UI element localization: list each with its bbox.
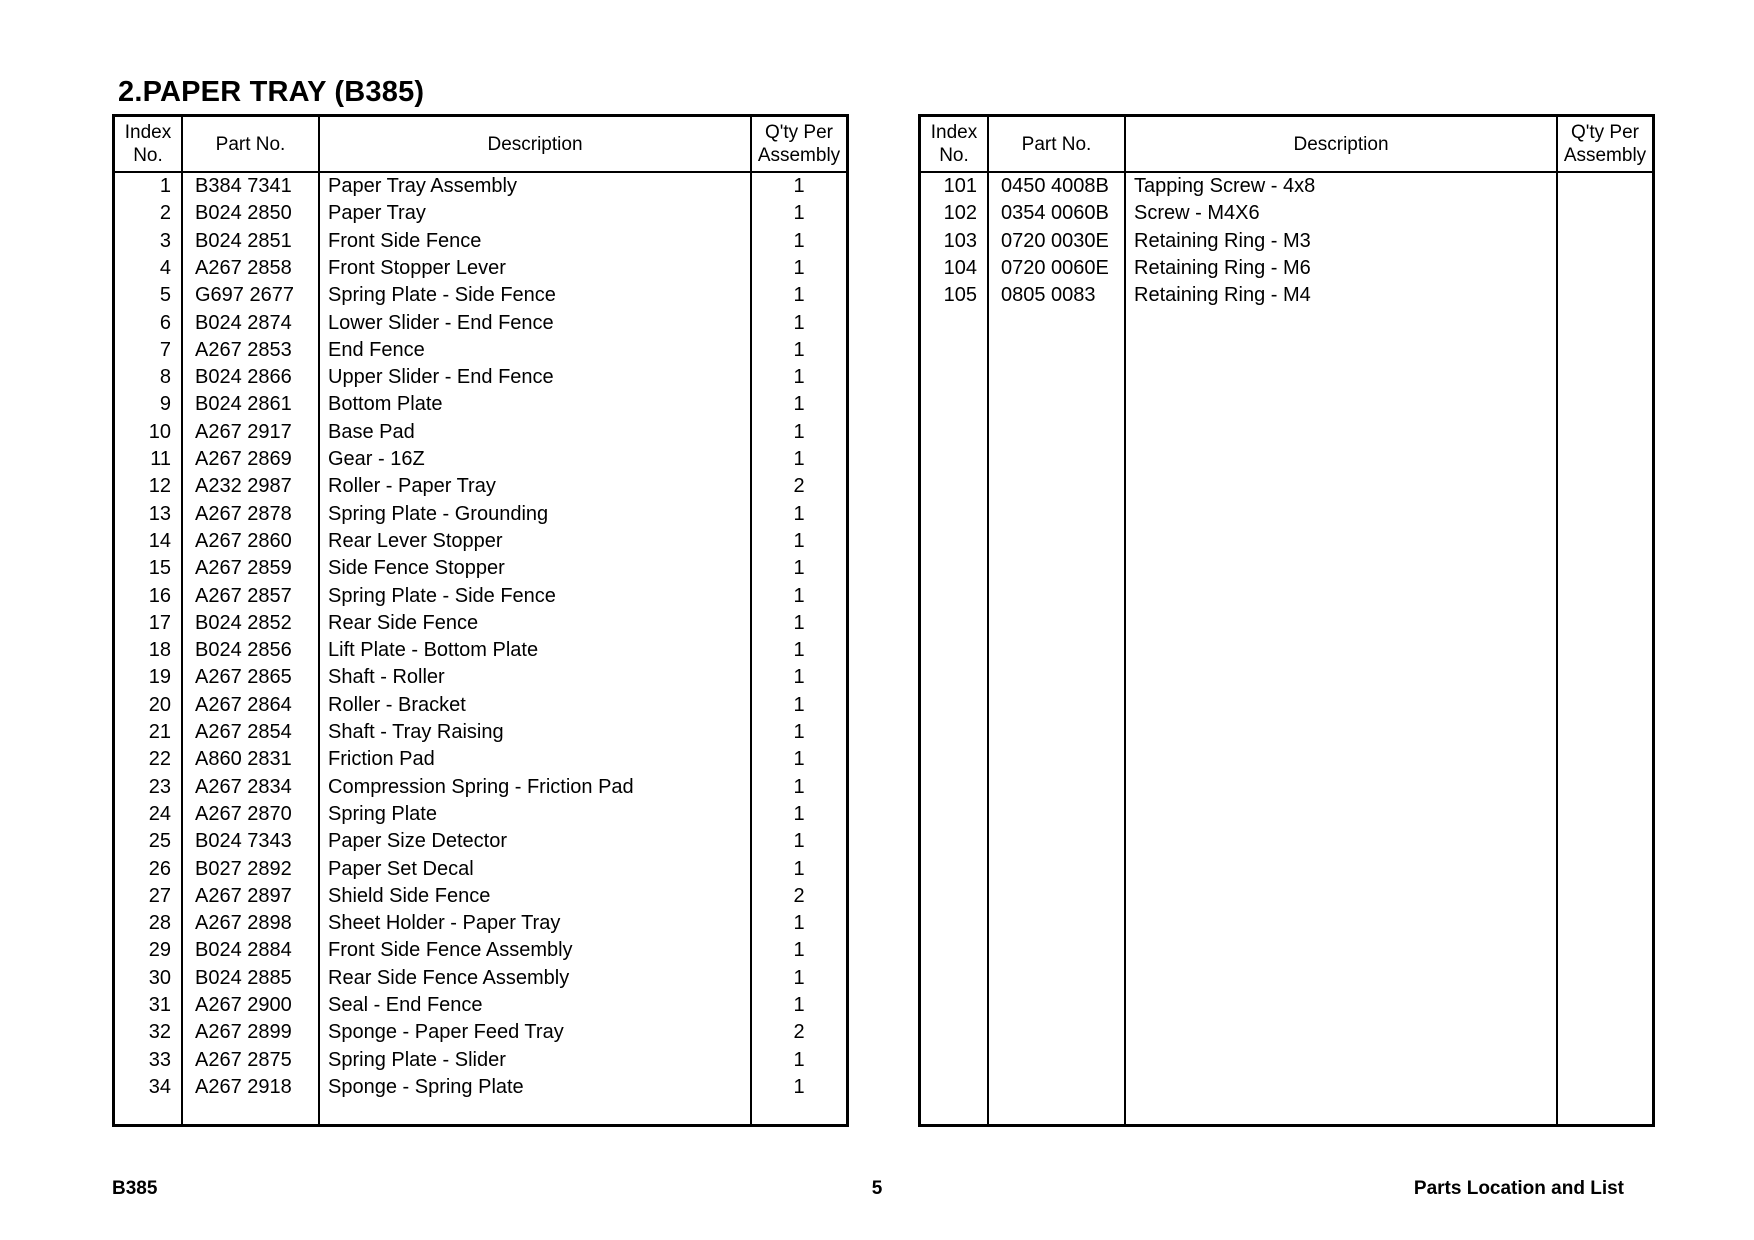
table-row — [115, 419, 846, 446]
cell-description: Side Fence Stopper — [328, 557, 505, 580]
cell-description: Spring Plate - Grounding — [328, 502, 549, 525]
cell-index: 30 — [148, 966, 171, 989]
cell-description: Paper Tray Assembly — [328, 175, 517, 197]
cell-qty: 1 — [793, 611, 805, 634]
cell-index: 33 — [148, 1048, 171, 1071]
cell-description: Rear Side Fence — [328, 611, 479, 634]
table-row — [115, 965, 846, 992]
table-row — [115, 692, 846, 719]
cell-qty: 1 — [793, 802, 805, 825]
cell-part-no: A232 2987 — [195, 475, 292, 498]
cell-qty: 1 — [793, 939, 805, 962]
cell-qty: 1 — [793, 175, 805, 197]
cell-index: 29 — [148, 939, 171, 962]
table-row — [921, 173, 1652, 200]
cell-qty: 1 — [793, 366, 805, 389]
cell-index: 19 — [148, 666, 171, 689]
header-qty: Q'ty Per Assembly — [1563, 122, 1647, 166]
cell-index: 6 — [159, 311, 171, 334]
cell-qty: 2 — [793, 475, 805, 498]
table-row — [115, 337, 846, 364]
cell-index: 24 — [148, 802, 171, 825]
table-row — [115, 555, 846, 582]
cell-part-no: B024 2874 — [195, 311, 292, 334]
cell-part-no: A267 2857 — [195, 584, 292, 607]
cell-part-no: B024 2851 — [195, 229, 292, 252]
table-row — [115, 883, 846, 910]
cell-qty: 1 — [793, 229, 805, 252]
cell-description: Retaining Ring - M3 — [1134, 229, 1311, 252]
cell-index: 34 — [148, 1075, 171, 1098]
cell-index: 2 — [159, 202, 171, 225]
cell-qty: 1 — [793, 584, 805, 607]
cell-qty: 1 — [793, 748, 805, 771]
table-row — [115, 501, 846, 528]
table-row — [115, 310, 846, 337]
cell-description: Paper Set Decal — [328, 857, 474, 880]
table-row — [921, 282, 1652, 309]
table-row — [115, 446, 846, 473]
cell-description: Spring Plate — [328, 802, 437, 825]
cell-part-no: B384 7341 — [195, 175, 292, 197]
table-row — [115, 774, 846, 801]
cell-index: 102 — [943, 202, 977, 225]
cell-index: 5 — [159, 284, 171, 307]
cell-description: Rear Lever Stopper — [328, 529, 503, 552]
cell-part-no: A267 2869 — [195, 448, 292, 470]
cell-description: Spring Plate - Side Fence — [328, 584, 556, 607]
cell-index: 18 — [148, 639, 171, 662]
cell-qty: 1 — [793, 311, 805, 334]
table-row — [115, 801, 846, 828]
table-row — [115, 173, 846, 200]
cell-index: 15 — [148, 557, 171, 580]
cell-part-no: A267 2834 — [195, 775, 292, 798]
cell-description: Upper Slider - End Fence — [328, 366, 554, 389]
cell-description: Gear - 16Z — [328, 448, 425, 470]
table-row — [115, 828, 846, 855]
cell-qty: 1 — [793, 338, 805, 361]
page-title: 2.PAPER TRAY (B385) — [118, 76, 425, 108]
table-row — [115, 937, 846, 964]
cell-index: 21 — [148, 721, 171, 743]
table-row — [115, 228, 846, 255]
cell-part-no: B024 2856 — [195, 639, 292, 662]
footer-section: Parts Location and List — [1413, 1178, 1624, 1199]
table-row — [115, 664, 846, 691]
table-row — [115, 856, 846, 883]
cell-part-no: 0354 0060B — [1001, 202, 1109, 225]
cell-part-no: 0805 0083 — [1001, 284, 1096, 307]
table-row — [115, 528, 846, 555]
cell-index: 31 — [148, 994, 171, 1016]
cell-description: Front Side Fence Assembly — [328, 939, 573, 962]
cell-description: Roller - Bracket — [328, 693, 466, 716]
header-part-no: Part No. — [1021, 133, 1092, 155]
cell-description: Seal - End Fence — [328, 994, 483, 1016]
table-header — [921, 117, 1652, 173]
table-header — [115, 117, 846, 173]
cell-part-no: A267 2859 — [195, 557, 292, 580]
cell-part-no: A267 2853 — [195, 338, 292, 361]
table-row — [115, 282, 846, 309]
cell-part-no: B024 2885 — [195, 966, 292, 989]
cell-part-no: 0720 0060E — [1001, 256, 1109, 279]
cell-description: Bottom Plate — [328, 393, 443, 416]
table-row — [115, 255, 846, 282]
cell-qty: 1 — [793, 693, 805, 716]
cell-qty: 1 — [793, 639, 805, 662]
cell-description: Front Side Fence — [328, 229, 482, 252]
table-row — [115, 637, 846, 664]
cell-description: Shaft - Tray Raising — [328, 721, 504, 743]
cell-qty: 1 — [793, 448, 805, 470]
cell-part-no: B024 7343 — [195, 830, 292, 853]
cell-index: 27 — [148, 884, 171, 907]
cell-part-no: A267 2897 — [195, 884, 292, 907]
cell-part-no: B024 2850 — [195, 202, 292, 225]
cell-index: 23 — [148, 775, 171, 798]
table-row — [921, 200, 1652, 227]
cell-index: 7 — [159, 338, 171, 361]
cell-part-no: A267 2870 — [195, 802, 292, 825]
table-row — [115, 200, 846, 227]
parts-table-right — [918, 114, 1655, 1127]
cell-qty: 1 — [793, 912, 805, 935]
cell-description: Paper Size Detector — [328, 830, 507, 853]
cell-qty: 1 — [793, 994, 805, 1016]
table-row — [115, 1074, 846, 1101]
table-row — [115, 746, 846, 773]
cell-index: 28 — [148, 912, 171, 935]
cell-qty: 1 — [793, 420, 805, 443]
cell-part-no: A267 2858 — [195, 256, 292, 279]
cell-part-no: A267 2900 — [195, 994, 292, 1016]
cell-description: Retaining Ring - M6 — [1134, 256, 1311, 279]
cell-qty: 1 — [793, 202, 805, 225]
cell-part-no: A267 2918 — [195, 1075, 292, 1098]
cell-description: Shield Side Fence — [328, 884, 491, 907]
table-row — [115, 719, 846, 746]
cell-part-no: A267 2898 — [195, 912, 292, 935]
cell-part-no: B024 2884 — [195, 939, 292, 962]
cell-part-no: A267 2875 — [195, 1048, 292, 1071]
cell-description: Paper Tray — [328, 202, 426, 225]
cell-qty: 1 — [793, 666, 805, 689]
cell-index: 104 — [943, 256, 977, 279]
table-row — [115, 583, 846, 610]
cell-index: 103 — [943, 229, 977, 252]
table-row — [115, 364, 846, 391]
cell-index: 8 — [159, 366, 171, 389]
cell-index: 105 — [943, 284, 977, 307]
cell-index: 26 — [148, 857, 171, 880]
cell-description: Front Stopper Lever — [328, 256, 506, 279]
table-row — [115, 1019, 846, 1046]
cell-description: Base Pad — [328, 420, 415, 443]
table-row — [115, 910, 846, 937]
cell-description: Spring Plate - Slider — [328, 1048, 506, 1071]
cell-qty: 1 — [793, 557, 805, 580]
cell-part-no: A860 2831 — [195, 748, 292, 771]
cell-index: 9 — [159, 393, 171, 416]
header-index: Index No. — [930, 122, 978, 166]
cell-qty: 1 — [793, 966, 805, 989]
table-row — [115, 992, 846, 1019]
cell-qty: 1 — [793, 1075, 805, 1098]
cell-description: Lower Slider - End Fence — [328, 311, 554, 334]
footer-page-number: 5 — [871, 1178, 883, 1199]
cell-part-no: B027 2892 — [195, 857, 292, 880]
cell-description: Tapping Screw - 4x8 — [1134, 175, 1316, 197]
cell-part-no: B024 2861 — [195, 393, 292, 416]
table-row — [921, 255, 1652, 282]
cell-description: End Fence — [328, 338, 425, 361]
cell-part-no: A267 2854 — [195, 721, 292, 743]
cell-qty: 1 — [793, 502, 805, 525]
cell-part-no: 0450 4008B — [1001, 175, 1109, 197]
header-qty: Q'ty Per Assembly — [757, 122, 841, 166]
cell-description: Sheet Holder - Paper Tray — [328, 912, 561, 935]
table-row — [921, 228, 1652, 255]
cell-index: 14 — [148, 529, 171, 552]
cell-index: 25 — [148, 830, 171, 853]
cell-qty: 1 — [793, 529, 805, 552]
table-row — [115, 391, 846, 418]
cell-index: 13 — [148, 502, 171, 525]
cell-part-no: A267 2860 — [195, 529, 292, 552]
cell-index: 101 — [943, 175, 977, 197]
cell-index: 3 — [159, 229, 171, 252]
header-index: Index No. — [124, 122, 172, 166]
cell-index: 4 — [159, 256, 171, 279]
cell-part-no: A267 2917 — [195, 420, 292, 443]
cell-part-no: B024 2866 — [195, 366, 292, 389]
cell-description: Lift Plate - Bottom Plate — [328, 639, 539, 662]
cell-part-no: A267 2865 — [195, 666, 292, 689]
cell-description: Shaft - Roller — [328, 666, 445, 689]
cell-index: 32 — [148, 1021, 171, 1044]
footer-model: B385 — [112, 1178, 158, 1199]
cell-index: 1 — [159, 175, 171, 197]
cell-description: Screw - M4X6 — [1134, 202, 1260, 225]
table-row — [115, 473, 846, 500]
cell-qty: 1 — [793, 775, 805, 798]
cell-part-no: A267 2878 — [195, 502, 292, 525]
cell-part-no: A267 2899 — [195, 1021, 292, 1044]
cell-qty — [1558, 200, 1652, 227]
cell-index: 11 — [150, 448, 171, 470]
cell-qty: 2 — [793, 1021, 805, 1044]
header-description: Description — [1293, 133, 1389, 155]
cell-description: Friction Pad — [328, 748, 435, 771]
cell-qty — [1558, 228, 1652, 255]
cell-part-no: 0720 0030E — [1001, 229, 1109, 252]
cell-index: 12 — [148, 475, 171, 498]
table-row — [115, 610, 846, 637]
cell-qty: 1 — [793, 256, 805, 279]
cell-description: Retaining Ring - M4 — [1134, 284, 1311, 307]
cell-part-no: A267 2864 — [195, 693, 292, 716]
cell-qty: 1 — [793, 393, 805, 416]
cell-index: 22 — [148, 748, 171, 771]
table-row — [115, 1047, 846, 1074]
cell-qty: 1 — [793, 830, 805, 853]
header-part-no: Part No. — [215, 133, 286, 155]
cell-description: Rear Side Fence Assembly — [328, 966, 570, 989]
cell-description: Roller - Paper Tray — [328, 475, 496, 498]
header-description: Description — [487, 133, 583, 155]
cell-index: 20 — [148, 693, 171, 716]
cell-qty — [1558, 173, 1652, 200]
cell-qty: 1 — [793, 721, 805, 743]
parts-table-left — [112, 114, 849, 1127]
cell-index: 17 — [148, 611, 171, 634]
cell-part-no: G697 2677 — [195, 284, 294, 307]
cell-index: 10 — [148, 420, 171, 443]
cell-qty — [1558, 282, 1652, 309]
cell-description: Sponge - Spring Plate — [328, 1075, 524, 1098]
cell-qty: 1 — [793, 284, 805, 307]
cell-description: Sponge - Paper Feed Tray — [328, 1021, 564, 1044]
cell-qty: 1 — [793, 857, 805, 880]
cell-qty — [1558, 255, 1652, 282]
cell-description: Compression Spring - Friction Pad — [328, 775, 634, 798]
cell-index: 16 — [148, 584, 171, 607]
cell-qty: 1 — [793, 1048, 805, 1071]
cell-part-no: B024 2852 — [195, 611, 292, 634]
cell-qty: 2 — [793, 884, 805, 907]
cell-description: Spring Plate - Side Fence — [328, 284, 556, 307]
